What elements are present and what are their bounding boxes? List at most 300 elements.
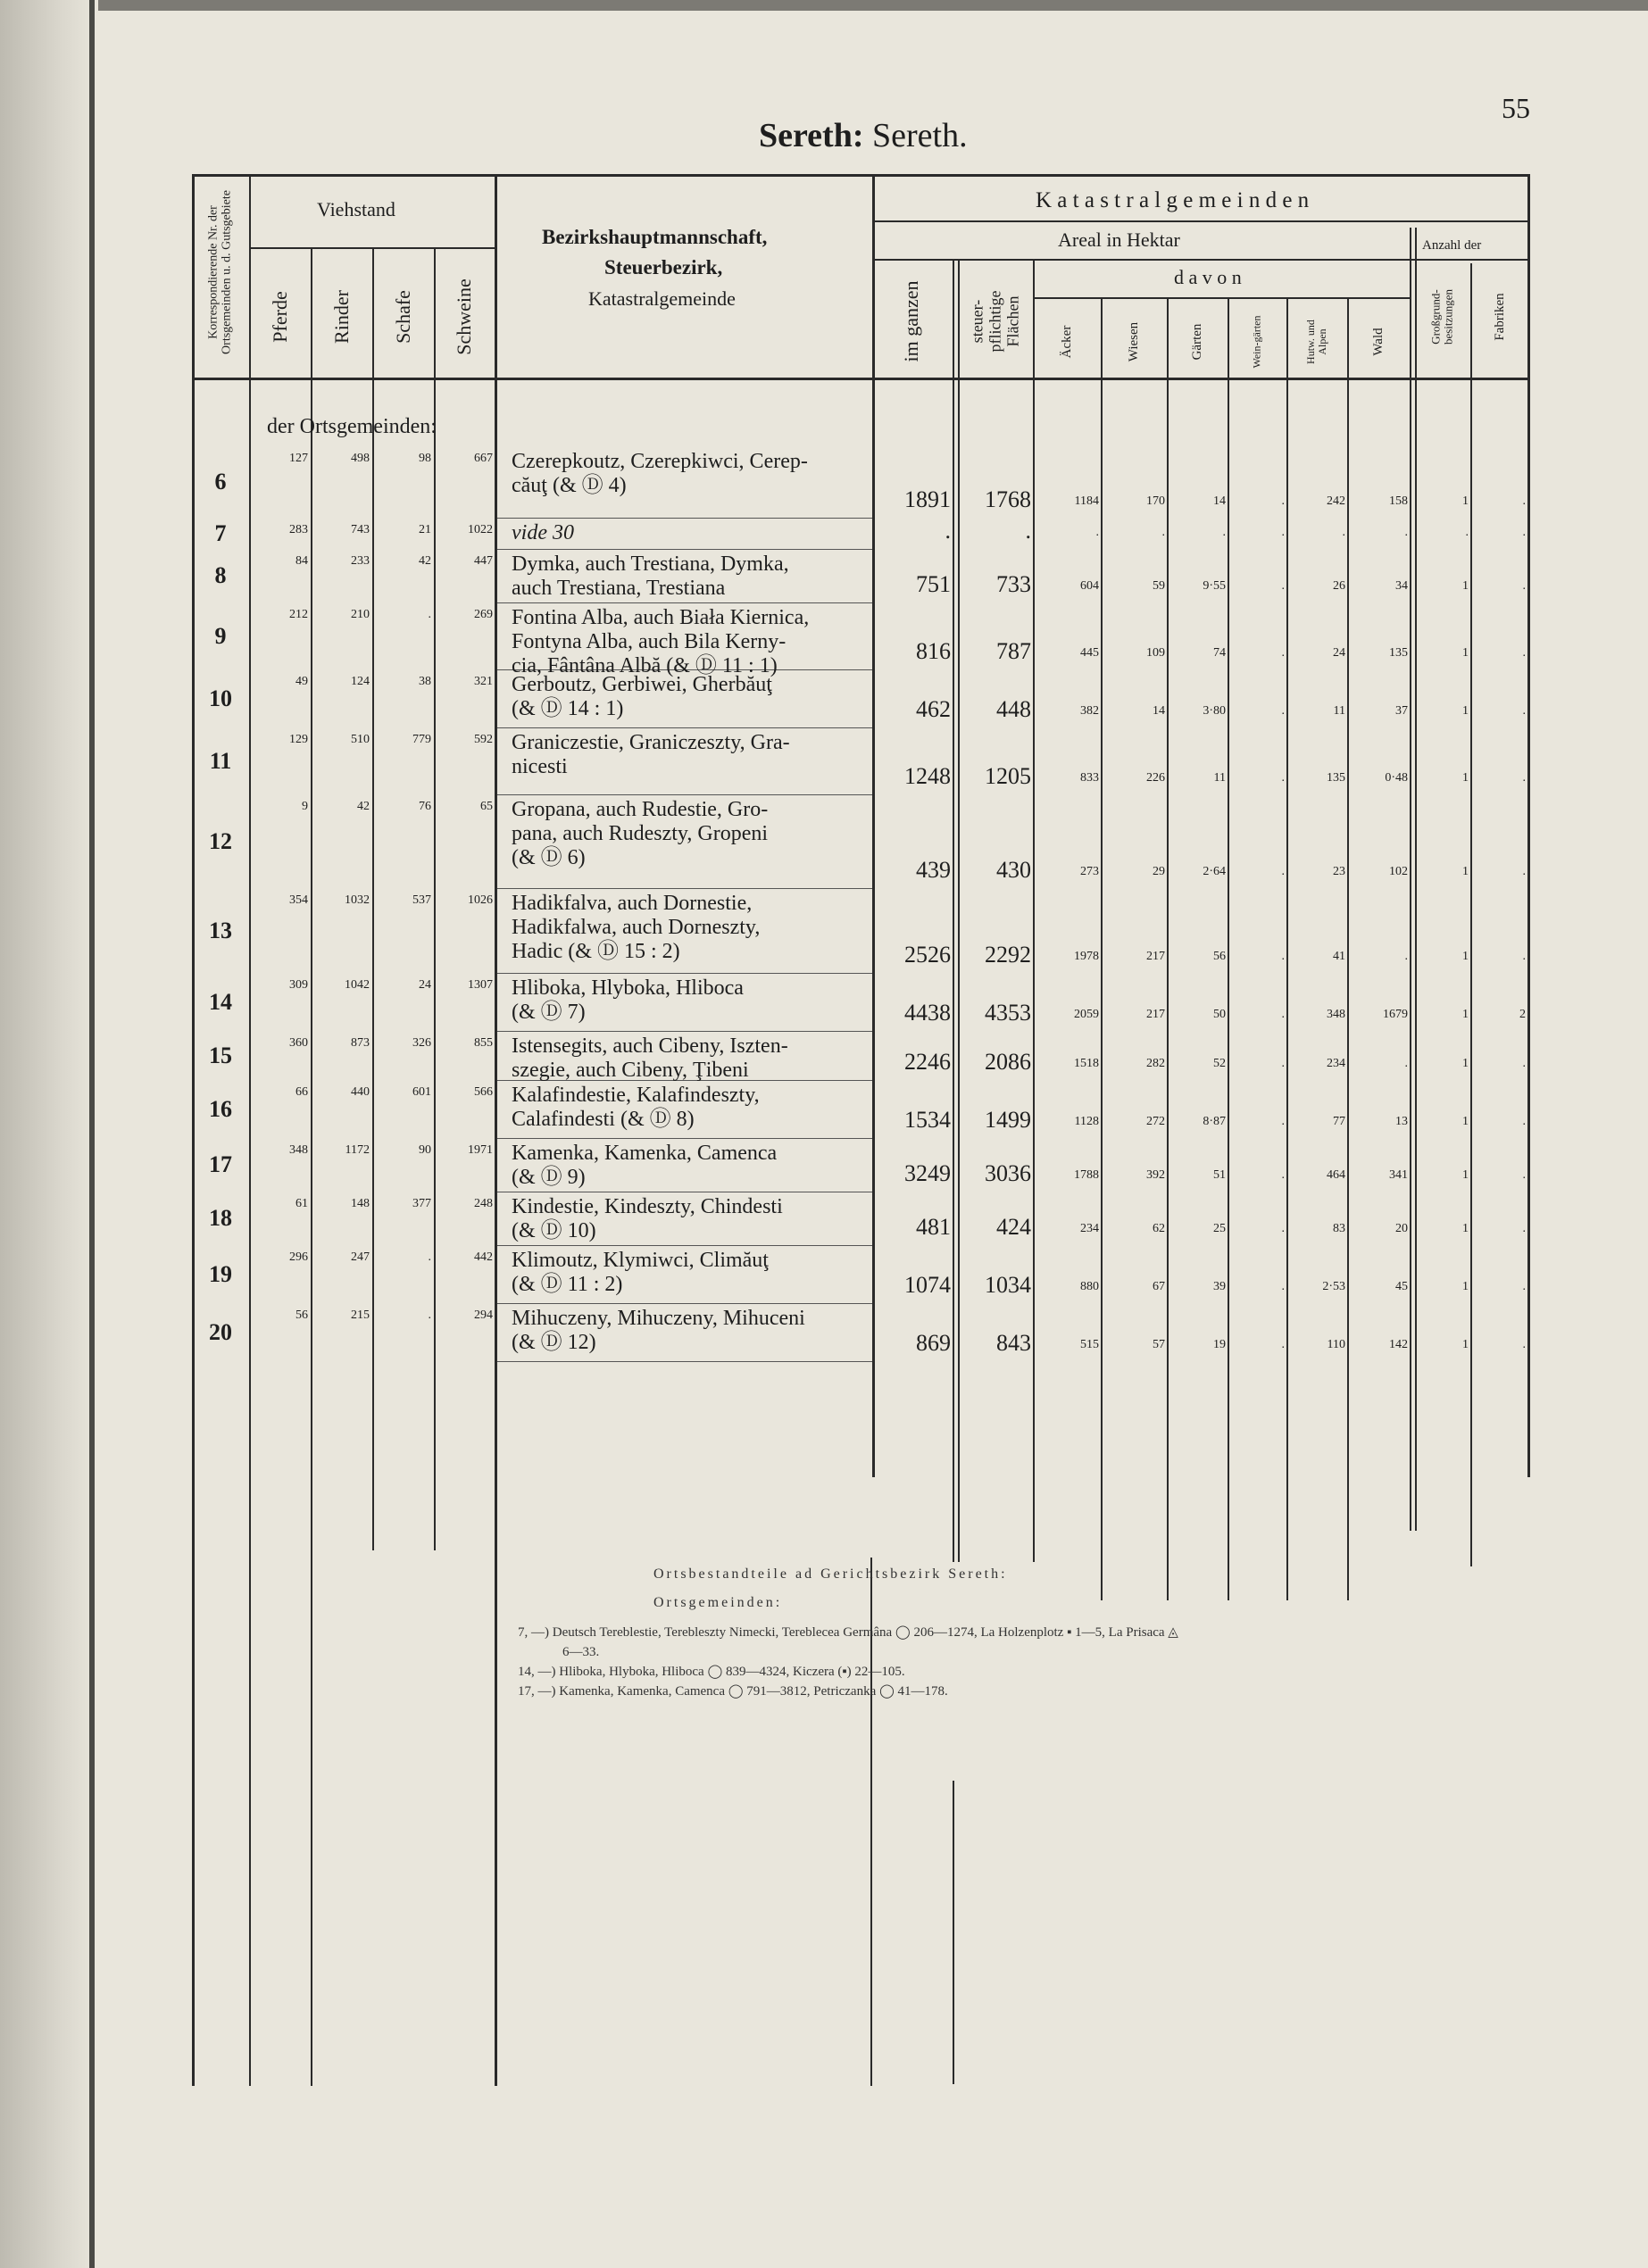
cell-gross: 1 — [1462, 1222, 1469, 1235]
cell-gaerten: 74 — [1213, 646, 1226, 660]
cell-wein: . — [1281, 865, 1285, 878]
katastralgemeinde-name: Fontina Alba, auch Biała Kiernica, Fontyna Alba, auch Bila Kerny- cia, Fântâna Albă (& Ⓓ 11 : 1) — [512, 606, 810, 677]
cell-gaerten: 25 — [1213, 1222, 1226, 1235]
cell-gross: . — [1465, 526, 1469, 539]
cell-acker: 2059 — [1074, 1008, 1099, 1021]
cell-wald: 341 — [1389, 1168, 1408, 1182]
cell-gross: 1 — [1462, 646, 1469, 660]
cell-ganzen: 816 — [916, 638, 951, 664]
cell-gaerten: 19 — [1213, 1338, 1226, 1351]
cell-pferde: 212 — [289, 608, 308, 621]
cell-ganzen: 751 — [916, 571, 951, 597]
cell-gross: 1 — [1462, 771, 1469, 785]
cell-rinder: 215 — [351, 1308, 370, 1322]
cell-wein: . — [1281, 1115, 1285, 1128]
cell-pferde: 309 — [289, 978, 308, 992]
cell-wiesen: 282 — [1146, 1057, 1165, 1070]
row-separator — [497, 794, 872, 795]
cell-hutw: . — [1342, 526, 1345, 539]
cell-wein: . — [1281, 950, 1285, 963]
footnote-line-14: 14, —) Hliboka, Hlyboka, Hliboca ◯ 839—4324, Kiczera (▪) 22—105. — [518, 1665, 905, 1679]
cell-wald: 0·48 — [1385, 771, 1408, 785]
col-line-ganzen — [953, 259, 954, 1562]
cell-hutw: 234 — [1327, 1057, 1345, 1070]
cell-ganzen: . — [945, 518, 951, 544]
col-header-schweine: Schweine — [452, 278, 475, 355]
cell-acker: 515 — [1080, 1338, 1099, 1351]
col-line-wiesen — [1167, 297, 1169, 1600]
cell-rinder: 510 — [351, 733, 370, 746]
cell-acker: 1978 — [1074, 950, 1099, 963]
col-header-bezirk-2: Steuerbezirk, — [604, 256, 723, 278]
cell-hutw: 23 — [1333, 865, 1345, 878]
cell-hutw: 77 — [1333, 1115, 1345, 1128]
col-header-bezirk-1: Bezirkshauptmannschaft, — [542, 226, 768, 248]
cell-schafe: 38 — [419, 675, 431, 688]
cell-rinder: 1042 — [345, 978, 370, 992]
col-line-gaerten — [1228, 297, 1229, 1600]
cell-wein: . — [1281, 646, 1285, 660]
title-district: Sereth: — [759, 117, 864, 154]
cell-schweine: 321 — [474, 675, 493, 688]
page-title — [759, 116, 968, 155]
row-number: 17 — [209, 1151, 232, 1177]
cell-wiesen: 109 — [1146, 646, 1165, 660]
cell-rinder: 1032 — [345, 893, 370, 907]
cell-rinder: 233 — [351, 554, 370, 568]
cell-wein: . — [1281, 526, 1285, 539]
cell-gaerten: 9·55 — [1203, 579, 1226, 593]
col-line-wald-b — [1415, 228, 1417, 1531]
row-number: 19 — [209, 1260, 232, 1287]
cell-gaerten: 11 — [1213, 771, 1226, 785]
cell-pferde: 9 — [302, 800, 308, 813]
cell-fabr: . — [1522, 526, 1526, 539]
cell-hutw: 242 — [1327, 494, 1345, 508]
cell-wiesen: 272 — [1146, 1115, 1165, 1128]
cell-wald: . — [1404, 950, 1408, 963]
cell-gaerten: 51 — [1213, 1168, 1226, 1182]
cell-acker: 445 — [1080, 646, 1099, 660]
cell-acker: 1518 — [1074, 1057, 1099, 1070]
cell-schweine: 269 — [474, 608, 493, 621]
row-number: 13 — [209, 917, 232, 943]
cell-ganzen: 1891 — [904, 486, 951, 512]
cell-wein: . — [1281, 1057, 1285, 1070]
cell-acker: 833 — [1080, 771, 1099, 785]
cell-gross: 1 — [1462, 494, 1469, 508]
row-number: 15 — [209, 1042, 232, 1068]
cell-gaerten: 52 — [1213, 1057, 1226, 1070]
cell-gross: 1 — [1462, 1057, 1469, 1070]
col-header-im-ganzen: im ganzen — [899, 280, 922, 362]
cell-gross: 1 — [1462, 704, 1469, 718]
col-line-steuer — [1033, 259, 1035, 1562]
col-header-davon: d a v o n — [1174, 266, 1242, 288]
cell-wein: . — [1281, 579, 1285, 593]
cell-ganzen: 869 — [916, 1330, 951, 1356]
katastralgemeinde-name: Kindestie, Kindeszty, Chindesti (& Ⓓ 10) — [512, 1195, 783, 1242]
cell-schafe: 76 — [419, 800, 431, 813]
cell-pferde: 127 — [289, 452, 308, 465]
cell-pferde: 129 — [289, 733, 308, 746]
cell-wiesen: 226 — [1146, 771, 1165, 785]
cell-fabr: . — [1522, 865, 1526, 878]
cell-fabr: . — [1522, 494, 1526, 508]
row-separator — [497, 1303, 872, 1304]
col-line-wein — [1286, 297, 1288, 1600]
col-header-nr: Korrespondierende Nr. der Ortsgemeinden u. d. Gutsgebiete — [206, 190, 234, 354]
katastralgemeinde-name: Czerepkoutz, Czerepkiwci, Cerep- căuţ (& Ⓓ 4) — [512, 450, 808, 497]
cell-wald: 45 — [1395, 1280, 1408, 1293]
cell-rinder: 498 — [351, 452, 370, 465]
cell-wein: . — [1281, 1008, 1285, 1021]
footnote-line-17: 17, —) Kamenka, Kamenka, Camenca ◯ 791—3812, Petriczanka ◯ 41—178. — [518, 1684, 948, 1699]
katastralgemeinde-name: Kamenka, Kamenka, Camenca (& Ⓓ 9) — [512, 1142, 778, 1189]
cell-rinder: 124 — [351, 675, 370, 688]
cell-wiesen: 59 — [1153, 579, 1165, 593]
cell-acker: 880 — [1080, 1280, 1099, 1293]
cell-steuer: 787 — [996, 638, 1031, 664]
cell-hutw: 83 — [1333, 1222, 1345, 1235]
cell-wiesen: 29 — [1153, 865, 1165, 878]
col-header-katastral: K a t a s t r a l g e m e i n d e n — [1036, 188, 1310, 212]
col-header-wald: Wald — [1370, 328, 1386, 356]
col-line-hutw — [1347, 297, 1349, 1600]
row-separator — [497, 549, 872, 550]
cell-gaerten: 14 — [1213, 494, 1226, 508]
cell-ganzen: 1074 — [904, 1272, 951, 1298]
col-header-anzahl: Anzahl der — [1422, 238, 1482, 253]
katastralgemeinde-name: Kalafindestie, Kalafindeszty, Calafindesti (& Ⓓ 8) — [512, 1084, 760, 1131]
cell-fabr: . — [1522, 771, 1526, 785]
cell-gross: 1 — [1462, 865, 1469, 878]
binding-margin — [0, 0, 98, 2268]
cell-wiesen: 14 — [1153, 704, 1165, 718]
cell-schweine: 667 — [474, 452, 493, 465]
cell-fabr: . — [1522, 1222, 1526, 1235]
cell-wald: 20 — [1395, 1222, 1408, 1235]
cell-wald: 1679 — [1383, 1008, 1408, 1021]
row-number: 8 — [214, 562, 227, 588]
cell-schweine: 447 — [474, 554, 493, 568]
col-line-ganzen-b — [958, 259, 960, 1562]
cell-schafe: 779 — [412, 733, 431, 746]
cell-wiesen: 217 — [1146, 1008, 1165, 1021]
katastralgemeinde-name: Istensegits, auch Cibeny, Iszten- szegie, auch Cibeny, Ţibeni — [512, 1034, 788, 1082]
statistics-table — [192, 174, 1529, 2086]
row-number: 18 — [209, 1205, 232, 1231]
cell-ganzen: 2246 — [904, 1049, 951, 1075]
cell-wiesen: . — [1161, 526, 1165, 539]
cell-steuer: 1205 — [985, 763, 1031, 789]
cell-steuer: . — [1025, 518, 1031, 544]
cell-steuer: 1499 — [985, 1107, 1031, 1133]
footnote-line-7: 7, —) Deutsch Tereblestie, Tereblesztу Nimecki, Terebleсea Germâna ◯ 206—1274, La Holzenplotz ▪ 1—5, La Prisaca ◬ — [518, 1625, 1178, 1640]
cell-gaerten: 3·80 — [1203, 704, 1226, 718]
cell-schweine: 566 — [474, 1085, 493, 1099]
binding-line — [89, 0, 95, 2268]
cell-hutw: 2·53 — [1322, 1280, 1345, 1293]
cell-acker: 604 — [1080, 579, 1099, 593]
cell-schafe: 601 — [412, 1085, 431, 1099]
cell-acker: 234 — [1080, 1222, 1099, 1235]
cell-ganzen: 462 — [916, 696, 951, 722]
cell-wiesen: 57 — [1153, 1338, 1165, 1351]
col-header-bezirk-3: Katastralgemeinde — [588, 287, 736, 310]
cell-schweine: 65 — [480, 800, 493, 813]
col-header-fabriken: Fabriken — [1492, 293, 1507, 341]
cell-steuer: 733 — [996, 571, 1031, 597]
col-header-gross: Großgrund-besitzungen — [1428, 288, 1455, 345]
row-separator — [497, 888, 872, 889]
cell-wiesen: 170 — [1146, 494, 1165, 508]
cell-ganzen: 4438 — [904, 1000, 951, 1026]
cell-schafe: 24 — [419, 978, 431, 992]
cell-steuer: 2086 — [985, 1049, 1031, 1075]
cell-rinder: 148 — [351, 1197, 370, 1210]
col-header-wein: Wein-gärten — [1250, 315, 1263, 369]
row-number: 12 — [209, 827, 232, 854]
cell-pferde: 66 — [295, 1085, 308, 1099]
page-top-edge — [0, 0, 1648, 11]
cell-schweine: 248 — [474, 1197, 493, 1210]
cell-gaerten: . — [1222, 526, 1226, 539]
cell-schweine: 1026 — [468, 893, 493, 907]
col-header-gaerten: Gärten — [1189, 323, 1204, 361]
col-header-acker: Äcker — [1059, 325, 1074, 359]
footnote-subheading: Ortsgemeinden: — [653, 1595, 783, 1610]
row-separator — [497, 602, 872, 603]
davon-rule — [1033, 297, 1410, 299]
cell-pferde: 360 — [289, 1036, 308, 1050]
katastralgemeinde-name: vide 30 — [512, 521, 574, 544]
cell-fabr: . — [1522, 1280, 1526, 1293]
cell-acker: 1184 — [1074, 494, 1099, 508]
cell-pferde: 348 — [289, 1143, 308, 1157]
row-number: 11 — [209, 747, 232, 774]
cell-hutw: 26 — [1333, 579, 1345, 593]
col-header-pferde: Pferde — [268, 291, 291, 343]
cell-schafe: 326 — [412, 1036, 431, 1050]
cell-wald: 37 — [1395, 704, 1408, 718]
cell-steuer: 4353 — [985, 1000, 1031, 1026]
row-number: 7 — [214, 519, 227, 546]
cell-schweine: 1022 — [468, 523, 493, 536]
col-header-viehstand: Viehstand — [317, 198, 395, 220]
cell-fabr: . — [1522, 1115, 1526, 1128]
cell-rinder: 743 — [351, 523, 370, 536]
katastralgemeinde-name: Dymka, auch Trestiana, Dymka, auch Trestiana, Trestiana — [512, 552, 789, 600]
katastralgemeinde-name: Mihuczeny, Mihuczeny, Mihuceni (& Ⓓ 12) — [512, 1307, 805, 1354]
col-header-schafe: Schafe — [391, 290, 414, 344]
cell-acker: 382 — [1080, 704, 1099, 718]
col-header-hutw: Hutw. und Alpen — [1303, 320, 1328, 364]
cell-wiesen: 217 — [1146, 950, 1165, 963]
col-header-rinder: Rinder — [329, 290, 353, 344]
cell-rinder: 440 — [351, 1085, 370, 1099]
table-top-border — [192, 174, 1529, 177]
row-separator — [497, 1361, 872, 1362]
page-number: 55 — [1502, 92, 1530, 124]
cell-gross: 1 — [1462, 1338, 1469, 1351]
cell-steuer: 424 — [996, 1214, 1031, 1240]
cell-fabr: . — [1522, 950, 1526, 963]
areal-rule — [872, 259, 1529, 261]
row-separator — [497, 518, 872, 519]
col-line-schweine — [495, 174, 497, 2086]
row-number: 6 — [214, 469, 227, 494]
footnote-line-7b: 6—33. — [562, 1645, 600, 1659]
cell-hutw: 348 — [1327, 1008, 1345, 1021]
cell-steuer: 3036 — [985, 1160, 1031, 1186]
row-separator — [497, 727, 872, 728]
cell-ganzen: 1248 — [904, 763, 951, 789]
cell-ganzen: 439 — [916, 857, 951, 883]
cell-steuer: 1034 — [985, 1272, 1031, 1298]
row-separator — [497, 1138, 872, 1139]
cell-gaerten: 39 — [1213, 1280, 1226, 1293]
cell-gross: 1 — [1462, 1280, 1469, 1293]
cell-pferde: 283 — [289, 523, 308, 536]
cell-schafe: . — [428, 608, 431, 621]
cell-wald: 158 — [1389, 494, 1408, 508]
katastralgemeinde-name: Klimoutz, Klymiwci, Climăuţ (& Ⓓ 11 : 2) — [512, 1249, 769, 1296]
cell-rinder: 42 — [357, 800, 370, 813]
cell-wald: 13 — [1395, 1115, 1408, 1128]
col-header-wiesen: Wiesen — [1126, 321, 1141, 362]
cell-schafe: 21 — [419, 523, 431, 536]
col-header-steuer: steuer-pflichtige Flächen — [968, 290, 1021, 353]
katastralgemeinde-name: Gerboutz, Gerbiwei, Gherbăuţ (& Ⓓ 14 : 1) — [512, 673, 772, 720]
cell-gross: 1 — [1462, 1008, 1469, 1021]
table-right-border — [1527, 174, 1530, 1477]
cell-rinder: 1172 — [345, 1143, 370, 1157]
cell-pferde: 354 — [289, 893, 308, 907]
cell-fabr: 2 — [1519, 1008, 1526, 1021]
cell-schweine: 442 — [474, 1250, 493, 1264]
katastral-rule — [872, 220, 1529, 222]
cell-schafe: 42 — [419, 554, 431, 568]
cell-hutw: 24 — [1333, 646, 1345, 660]
cell-gross: 1 — [1462, 579, 1469, 593]
katastralgemeinde-name: Hliboka, Hlyboka, Hliboca (& Ⓓ 7) — [512, 976, 744, 1024]
cell-schweine: 592 — [474, 733, 493, 746]
cell-schweine: 855 — [474, 1036, 493, 1050]
cell-wald: . — [1404, 1057, 1408, 1070]
col-line-gross — [1470, 263, 1472, 1566]
col-line-wald — [1410, 228, 1411, 1531]
cell-rinder: 247 — [351, 1250, 370, 1264]
cell-pferde: 56 — [295, 1308, 308, 1322]
row-number: 14 — [209, 988, 232, 1015]
cell-schafe: . — [428, 1250, 431, 1264]
cell-schafe: . — [428, 1308, 431, 1322]
cell-gross: 1 — [1462, 1115, 1469, 1128]
row-separator — [497, 1031, 872, 1032]
cell-hutw: 41 — [1333, 950, 1345, 963]
cell-acker: . — [1095, 526, 1099, 539]
cell-steuer: 1768 — [985, 486, 1031, 512]
title-subdistrict: Sereth. — [872, 117, 968, 154]
row-separator — [497, 973, 872, 974]
cell-gross: 1 — [1462, 1168, 1469, 1182]
cell-steuer: 430 — [996, 857, 1031, 883]
cell-wein: . — [1281, 1280, 1285, 1293]
cell-gaerten: 50 — [1213, 1008, 1226, 1021]
cell-wiesen: 62 — [1153, 1222, 1165, 1235]
col-line-ganzen-c — [953, 1781, 954, 2084]
cell-wein: . — [1281, 771, 1285, 785]
cell-wiesen: 67 — [1153, 1280, 1165, 1293]
cell-schafe: 377 — [412, 1197, 431, 1210]
cell-gaerten: 2·64 — [1203, 865, 1226, 878]
cell-pferde: 84 — [295, 554, 308, 568]
katastralgemeinde-name: Gropana, auch Rudestie, Gro- pana, auch Rudeszty, Gropeni (& Ⓓ 6) — [512, 798, 769, 869]
cell-hutw: 11 — [1333, 704, 1345, 718]
cell-ganzen: 2526 — [904, 942, 951, 968]
cell-steuer: 843 — [996, 1330, 1031, 1356]
cell-pferde: 49 — [295, 675, 308, 688]
cell-schweine: 1971 — [468, 1143, 493, 1157]
cell-rinder: 873 — [351, 1036, 370, 1050]
cell-hutw: 110 — [1327, 1338, 1345, 1351]
row-number: 10 — [209, 685, 232, 711]
cell-gaerten: 56 — [1213, 950, 1226, 963]
cell-schafe: 90 — [419, 1143, 431, 1157]
cell-fabr: . — [1522, 704, 1526, 718]
cell-schafe: 537 — [412, 893, 431, 907]
row-separator — [497, 1245, 872, 1246]
katastralgemeinde-name: Graniczestie, Graniczeszty, Gra- nicesti — [512, 731, 790, 778]
cell-gaerten: 8·87 — [1203, 1115, 1226, 1128]
cell-wald: 34 — [1395, 579, 1408, 593]
cell-schweine: 294 — [474, 1308, 493, 1322]
cell-wald: 102 — [1389, 865, 1408, 878]
cell-fabr: . — [1522, 1057, 1526, 1070]
cell-steuer: 2292 — [985, 942, 1031, 968]
cell-fabr: . — [1522, 646, 1526, 660]
cell-hutw: 135 — [1327, 771, 1345, 785]
row-number: 9 — [214, 622, 227, 649]
cell-wein: . — [1281, 704, 1285, 718]
footnote-heading: Ortsbestandteile ad Gerichtsbezirk Sereth: — [653, 1566, 1008, 1582]
row-number: 20 — [209, 1318, 232, 1345]
cell-wald: . — [1404, 526, 1408, 539]
cell-pferde: 296 — [289, 1250, 308, 1264]
row-number: 16 — [209, 1095, 232, 1122]
cell-wein: . — [1281, 1338, 1285, 1351]
cell-hutw: 464 — [1327, 1168, 1345, 1182]
col-header-areal: Areal in Hektar — [1058, 228, 1180, 251]
cell-ganzen: 481 — [916, 1214, 951, 1240]
cell-fabr: . — [1522, 579, 1526, 593]
cell-wald: 142 — [1389, 1338, 1408, 1351]
cell-wein: . — [1281, 494, 1285, 508]
header-bottom-border — [192, 378, 1529, 380]
cell-wald: 135 — [1389, 646, 1408, 660]
cell-steuer: 448 — [996, 696, 1031, 722]
cell-acker: 1788 — [1074, 1168, 1099, 1182]
section-label: der Ortsgemeinden: — [267, 415, 437, 438]
cell-acker: 1128 — [1074, 1115, 1099, 1128]
cell-fabr: . — [1522, 1338, 1526, 1351]
cell-ganzen: 1534 — [904, 1107, 951, 1133]
cell-schweine: 1307 — [468, 978, 493, 992]
cell-rinder: 210 — [351, 608, 370, 621]
cell-wiesen: 392 — [1146, 1168, 1165, 1182]
katastralgemeinde-name: Hadikfalva, auch Dornestie, Hadikfalwa, auch Dorneszty, Hadic (& Ⓓ 15 : 2) — [512, 892, 761, 963]
